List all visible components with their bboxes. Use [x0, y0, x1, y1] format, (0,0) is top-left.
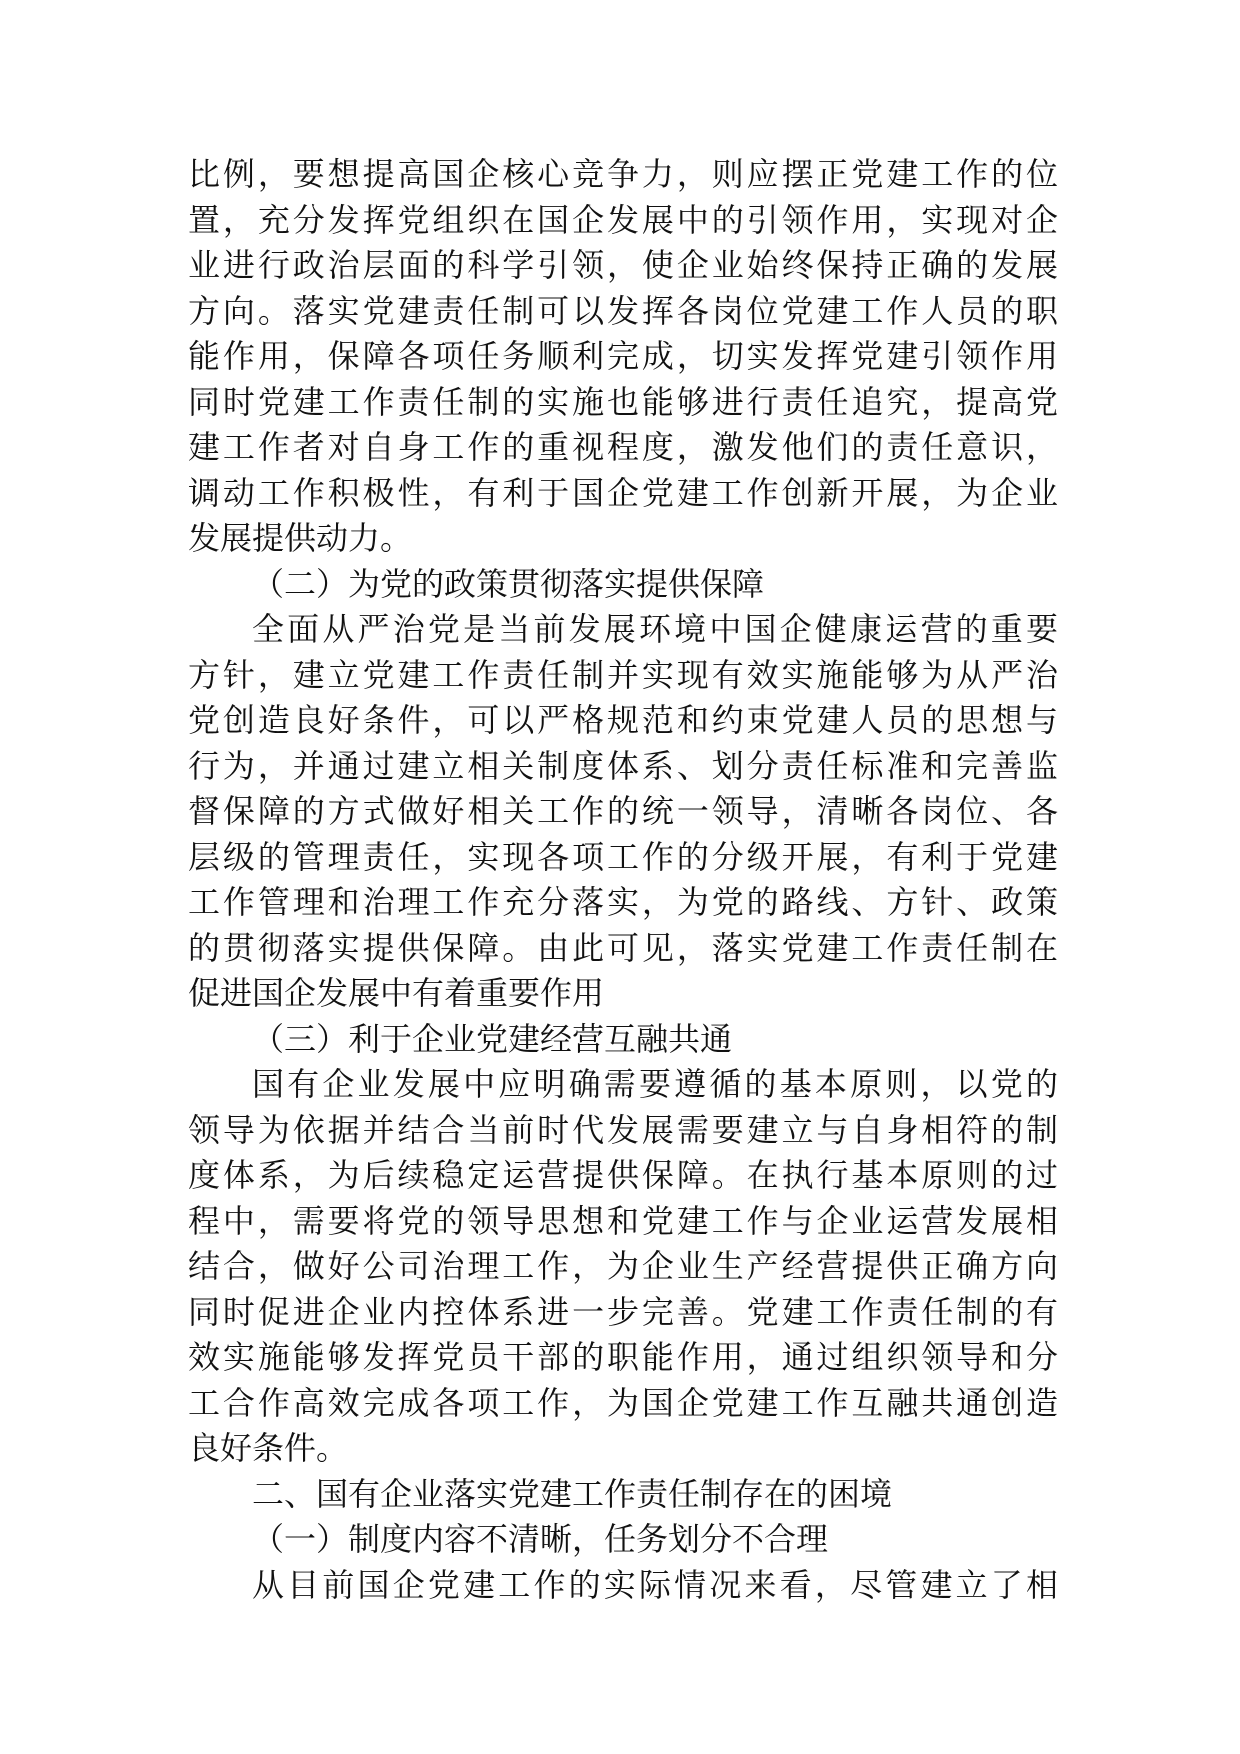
text-line: 结合，做好公司治理工作，为企业生产经营提供正确方向 [188, 1247, 1058, 1285]
text-line: （二）为党的政策贯彻落实提供保障 [252, 564, 765, 603]
text-line: 工作管理和治理工作充分落实，为党的路线、方针、政策 [188, 883, 1058, 921]
text-line: 度体系，为后续稳定运营提供保障。在执行基本原则的过 [188, 1156, 1058, 1194]
text-line: 程中，需要将党的领导思想和党建工作与企业运营发展相 [188, 1201, 1058, 1240]
text-line: 方向。落实党建责任制可以发挥各岗位党建工作人员的职 [188, 291, 1058, 330]
document-body [188, 152, 1058, 1608]
text-line: 同时党建工作责任制的实施也能够进行责任追究，提高党 [188, 382, 1058, 421]
text-line: 调动工作积极性，有利于国企党建工作创新开展，为企业 [188, 473, 1058, 512]
text-line: 工合作高效完成各项工作，为国企党建工作互融共通创造 [188, 1383, 1058, 1422]
text-line: 建工作者对自身工作的重视程度，激发他们的责任意识， [188, 428, 1058, 466]
text-line: 业进行政治层面的科学引领，使企业始终保持正确的发展 [188, 246, 1058, 284]
text-line: 的贯彻落实提供保障。由此可见，落实党建工作责任制在 [188, 928, 1058, 967]
text-line: 二、国有企业落实党建工作责任制存在的困境 [252, 1474, 893, 1513]
text-line: 方针，建立党建工作责任制并实现有效实施能够为从严治 [188, 655, 1058, 694]
text-line: 比例，要想提高国企核心竞争力，则应摆正党建工作的位 [188, 155, 1058, 193]
text-line: 从目前国企党建工作的实际情况来看，尽管建立了相 [252, 1565, 1058, 1604]
text-line: 国有企业发展中应明确需要遵循的基本原则，以党的 [252, 1065, 1058, 1103]
text-line: 促进国企发展中有着重要作用 [188, 974, 605, 1012]
text-line: 能作用，保障各项任务顺利完成，切实发挥党建引领作用 [188, 337, 1058, 375]
text-line: 同时促进企业内控体系进一步完善。党建工作责任制的有 [188, 1292, 1058, 1331]
text-line: （三）利于企业党建经营互融共通 [252, 1019, 733, 1058]
text-line: 全面从严治党是当前发展环境中国企健康运营的重要 [252, 610, 1058, 648]
text-line: 置，充分发挥党组织在国企发展中的引领作用，实现对企 [188, 200, 1058, 239]
text-line: 领导为依据并结合当前时代发展需要建立与自身相符的制 [188, 1110, 1058, 1149]
text-line: 良好条件。 [188, 1429, 349, 1467]
text-line: 层级的管理责任，实现各项工作的分级开展，有利于党建 [188, 837, 1058, 876]
text-line: （一）制度内容不清晰，任务划分不合理 [252, 1520, 829, 1558]
text-line: 督保障的方式做好相关工作的统一领导，清晰各岗位、各 [188, 792, 1058, 830]
text-line: 行为，并通过建立相关制度体系、划分责任标准和完善监 [188, 746, 1058, 785]
text-line: 党创造良好条件，可以严格规范和约束党建人员的思想与 [188, 701, 1058, 739]
text-line: 效实施能够发挥党员干部的职能作用，通过组织领导和分 [188, 1338, 1058, 1376]
text-line: 发展提供动力。 [188, 519, 413, 557]
